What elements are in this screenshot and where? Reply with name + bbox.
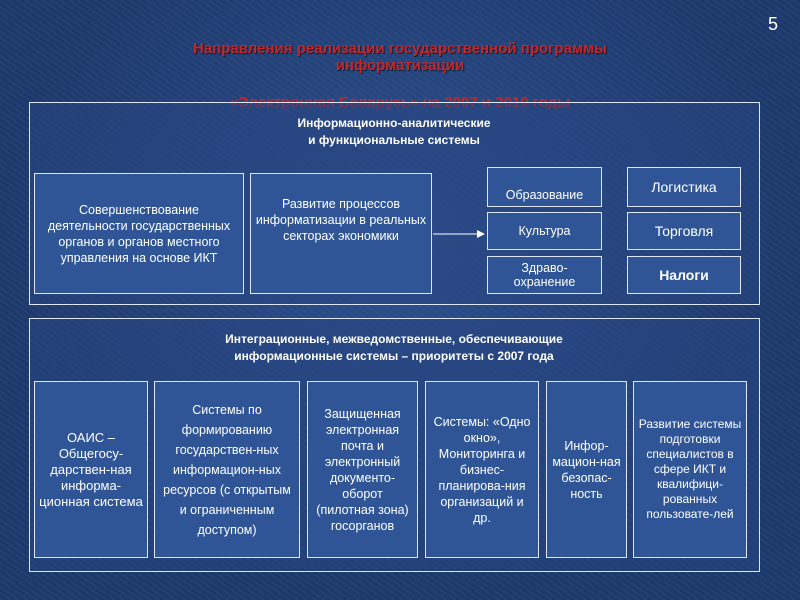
- slide-title: [80, 40, 720, 74]
- sector-culture-label: Культура: [518, 224, 571, 238]
- box-secure-mail: [307, 381, 418, 558]
- sector-culture: [487, 212, 602, 250]
- arrow-right-icon: [433, 229, 485, 239]
- top-panel-heading-line-2: и функциональные системы: [308, 133, 480, 147]
- box-ict-training-text: Развитие системы подготовки специалистов в сфере ИКТ и квалифици-рованных пользовате-лей: [638, 417, 742, 521]
- box-government-bodies-text: Совершенствование деятельности государственных органов и органов местного управления на основе ИКТ: [47, 202, 231, 265]
- sector-taxes: [627, 256, 741, 294]
- box-real-sectors: [250, 173, 432, 294]
- box-secure-mail-text: Защищенная электронная почта и электронный документо-оборот (пилотная зона) госорганов: [316, 406, 409, 533]
- sector-education-label: Образование: [505, 188, 584, 202]
- slide-title-line-2: информатизации: [335, 57, 465, 74]
- sector-trade-label: Торговля: [654, 223, 714, 239]
- slide-subtitle-partial: [150, 94, 650, 102]
- box-ict-training: [633, 381, 747, 558]
- box-government-bodies: [34, 173, 244, 294]
- box-info-security: [546, 381, 627, 558]
- box-info-security-text: Инфор-мацион-ная безопас-ность: [552, 438, 621, 501]
- sector-taxes-label: Налоги: [659, 267, 709, 283]
- sector-healthcare: [487, 256, 602, 294]
- bottom-panel-heading-line-2: информационные системы – приоритеты с 2007 года: [234, 349, 554, 363]
- box-oais: [34, 381, 148, 558]
- box-info-resources-text: Системы по формированию государствен-ных информацион-ных ресурсов (с открытым и ограниченным доступом): [163, 402, 291, 537]
- sector-healthcare-label: Здраво-охранение: [513, 261, 576, 289]
- top-panel-heading-line-1: Информационно-аналитические: [297, 116, 491, 130]
- bottom-panel-heading: [30, 331, 758, 365]
- sector-trade: [627, 212, 741, 250]
- box-info-resources: [154, 381, 300, 558]
- box-oais-text: ОАИС – Общегосу-дарствен-ная информа-ционная система: [39, 429, 143, 509]
- top-panel-heading: [30, 115, 758, 149]
- bottom-panel-heading-line-1: Интеграционные, межведомственные, обеспечивающие: [225, 332, 563, 346]
- box-real-sectors-text: Развитие процессов информатизации в реальных секторах экономики: [255, 197, 427, 243]
- sector-logistics-label: Логистика: [651, 179, 717, 195]
- sector-logistics: [627, 167, 741, 207]
- page-number: 5: [768, 14, 779, 34]
- box-one-window: [425, 381, 539, 558]
- sector-education: [487, 167, 602, 207]
- box-one-window-text: Системы: «Одно окно», Мониторинга и бизнес-планирова-ния организаций и др.: [433, 414, 531, 525]
- slide-title-line-1: Направления реализации государственной программы: [193, 40, 607, 57]
